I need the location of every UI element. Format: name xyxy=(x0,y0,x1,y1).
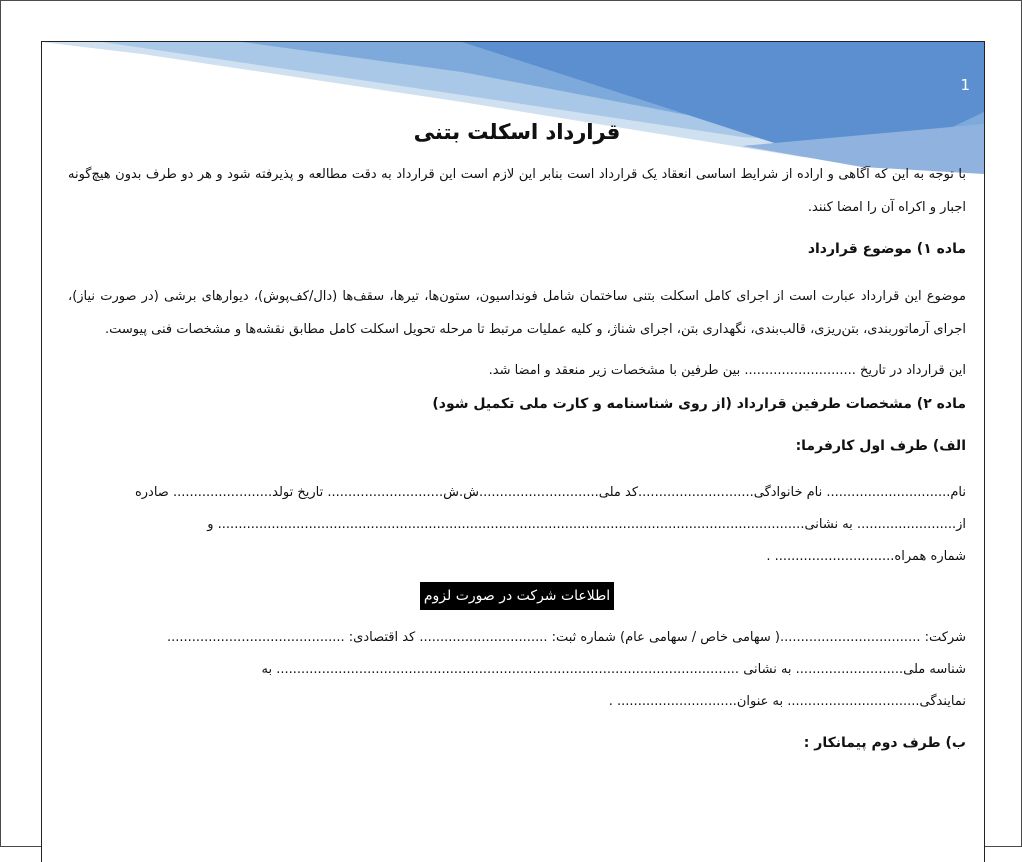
document-body xyxy=(68,112,966,760)
party-a-heading: الف) طرف اول کارفرما: xyxy=(795,438,966,454)
party-a-line-3: شماره همراه............................. . xyxy=(766,549,966,564)
party-a-line-1: نام.............................. نام خانوادگی............................کد ملی.............................ش.ش............................ تاریخ تولد........................ صادره xyxy=(134,485,966,500)
company-line-1: شرکت: ..................................( سهامی خاص / سهامی عام) شماره ثبت: ............................... کد اقتصادی: ........................................... xyxy=(166,630,966,645)
document-page xyxy=(41,41,985,862)
document-title: قرارداد اسکلت بتنی xyxy=(413,120,621,144)
page-number: 1 xyxy=(960,76,970,94)
company-line-3: نمایندگی................................ به عنوان............................. . xyxy=(608,694,966,709)
article1-body: موضوع این قرارداد عبارت است از اجرای کامل اسکلت بتنی ساختمان شامل فونداسیون، ستون‌ها، تیرها، سقف‌ها (دال/کف‌پوش)، دیوارهای برشی (در صورت نیاز)، اجرای آرماتوربندی، بتن‌ریزی، قالب‌بندی، نگهداری بتن، اجرای شناژ، و کلیه عملیات مرتبط تا مرحله تحویل اسکلت کامل مطابق نقشه‌ها و مشخصات فنی پیوست. xyxy=(68,289,966,337)
article2-heading: ماده ۲) مشخصات طرفین قرارداد (از روی شناسنامه و کارت ملی تکمیل شود) xyxy=(432,396,966,412)
article1-heading: ماده ۱) موضوع قرارداد xyxy=(807,241,966,257)
party-a-line-2: از........................ به نشانی.............................................................................................................................................. و xyxy=(207,517,966,532)
contract-date-line: این قرارداد در تاریخ ........................... بین طرفین با مشخصات زیر منعقد و امضا شد. xyxy=(488,363,966,378)
party-b-heading: ب) طرف دوم پیمانکار : xyxy=(803,735,966,751)
company-info-label xyxy=(68,581,966,612)
company-line-2: شناسه ملی.......................... به نشانی ................................................................................................................ به xyxy=(261,662,966,677)
intro-paragraph: با توجه به این که آگاهی و اراده از شرایط اساسی انعقاد یک قرارداد است بنابر این لازم است این قرارداد به دقت مطالعه و پذیرفته شود و هر دو طرف بدون هیچ‌گونه اجبار و اکراه آن را امضا کنند. xyxy=(68,167,966,215)
company-info-label-text: اطلاعات شرکت در صورت لزوم xyxy=(420,582,614,610)
